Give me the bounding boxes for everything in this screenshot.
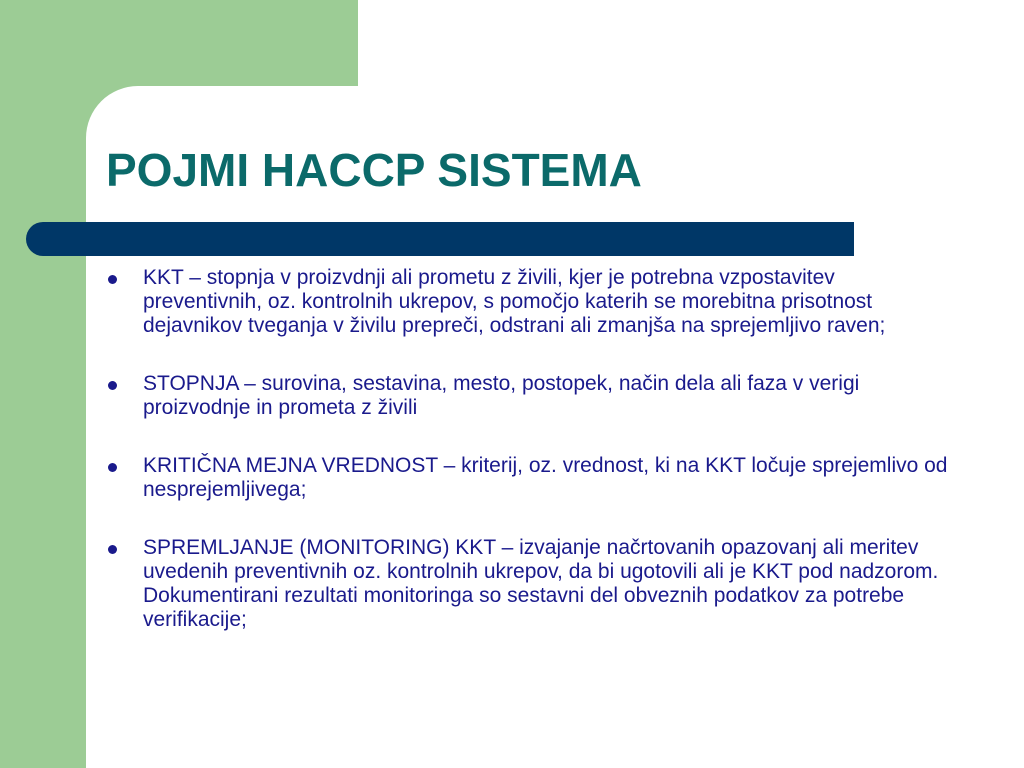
- bullet-text: KRITIČNA MEJNA VREDNOST – kriterij, oz. vrednost, ki na KKT ločuje sprejemlivo od nesprejemljivega;: [143, 454, 948, 501]
- title-underline-bar: [26, 222, 854, 256]
- bullet-item-kriticna-mejna-vrednost: [108, 454, 958, 502]
- bullet-dot-icon: [108, 275, 117, 284]
- bullet-text: STOPNJA – surovina, sestavina, mesto, postopek, način dela ali faza v verigi proizvodnje in prometa z živili: [143, 372, 860, 419]
- green-left-strip: [0, 0, 86, 768]
- bullet-item-spremljanje: [108, 536, 958, 632]
- bullet-list: [108, 266, 958, 632]
- bullet-dot-icon: [108, 545, 117, 554]
- bullet-item-stopnja: [108, 372, 958, 420]
- bullet-text: KKT – stopnja v proizvdnji ali prometu z živili, kjer je potrebna vzpostavitev preventivnih, oz. kontrolnih ukrepov, s pomočjo katerih se morebitna prisotnost dejavnikov tveganja v živilu prepreči, odstrani ali zmanjša na sprejemljivo raven;: [143, 266, 886, 337]
- bullet-dot-icon: [108, 381, 117, 390]
- bullet-dot-icon: [108, 463, 117, 472]
- slide-title: POJMI HACCP SISTEMA: [106, 144, 642, 196]
- bullet-text: SPREMLJANJE (MONITORING) KKT – izvajanje načrtovanih opazovanj ali meritev uvedenih preventivnih oz. kontrolnih ukrepov, da bi ugotovili ali je KKT pod nadzorom. Dokumentirani rezultati monitoringa so sestavni del obveznih podatkov za potrebe verifikacije;: [143, 536, 939, 631]
- bullet-item-kkt: [108, 266, 958, 338]
